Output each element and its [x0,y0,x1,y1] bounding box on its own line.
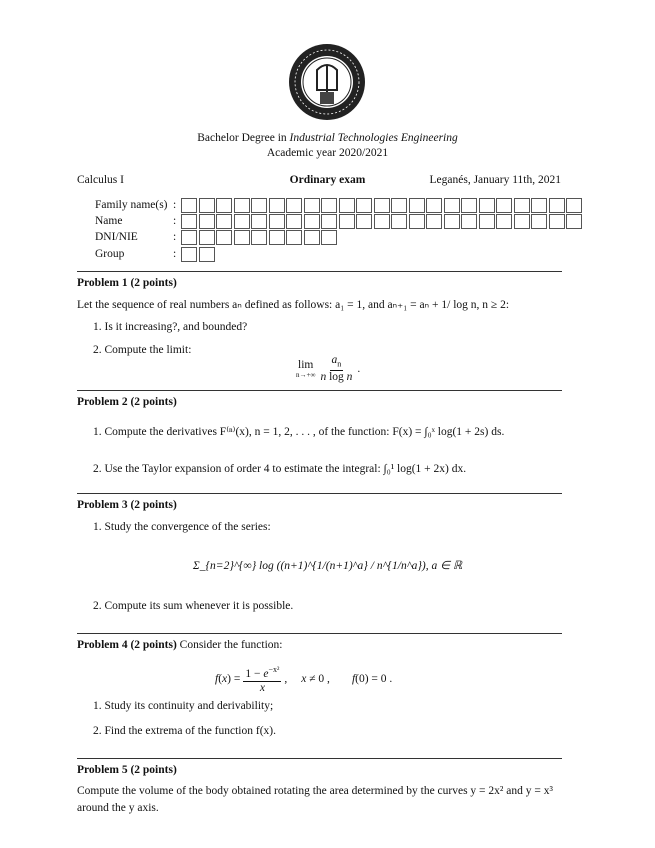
exam-title: Ordinary exam [289,174,366,186]
character-box[interactable] [234,230,250,245]
field-label: DNI/NIE [95,231,138,243]
character-box[interactable] [216,230,232,245]
character-box[interactable] [321,230,337,245]
degree-prefix: Bachelor Degree in [197,132,290,144]
character-box[interactable] [444,214,460,229]
character-box[interactable] [426,214,442,229]
character-box[interactable] [426,198,442,213]
university-seal-logo [287,42,367,122]
character-box[interactable] [199,247,215,262]
problem-1-title: Problem 1 (2 points) [77,277,177,289]
character-box[interactable] [234,214,250,229]
character-box[interactable] [269,198,285,213]
character-box[interactable] [374,214,390,229]
character-box[interactable] [199,198,215,213]
divider [77,758,562,759]
character-box[interactable] [269,230,285,245]
field-name [95,213,584,229]
character-box[interactable] [566,214,582,229]
problem-1-item-1: 1. Is it increasing?, and bounded? [93,321,248,333]
character-box[interactable] [356,214,372,229]
colon: : [173,215,177,227]
problem-5-text: Compute the volume of the body obtained rotating the area determined by the curves y = 2x² and y = x³ around the y axis. [77,785,553,814]
character-box[interactable] [339,198,355,213]
problem-3-formula: Σ_{n=2}^{∞} log ((n+1)^{1/(n+1)^a} / n^{1/n^a}), a ∈ ℝ [192,560,463,572]
character-box[interactable] [304,230,320,245]
colon: : [173,248,177,260]
character-box[interactable] [531,198,547,213]
character-box[interactable] [286,198,302,213]
character-box[interactable] [251,230,267,245]
character-box[interactable] [216,214,232,229]
problem-4-heading [77,639,283,651]
field-label: Family name(s) [95,199,168,211]
character-box[interactable] [531,214,547,229]
character-box[interactable] [566,198,582,213]
problem-1-intro: Let the sequence of real numbers aₙ defined as follows: a₁ = 1, and aₙ₊₁ = aₙ + 1/ log n, n ≥ 2: [77,299,510,311]
character-box[interactable] [286,214,302,229]
field-dni-nie [95,229,339,245]
place-date: Leganés, January 11th, 2021 [429,174,561,186]
character-box[interactable] [496,214,512,229]
problem-5-title: Problem 5 (2 points) [77,764,177,776]
problem-1-item-2: 2. Compute the limit: [93,344,192,356]
character-box[interactable] [549,214,565,229]
character-box[interactable] [461,198,477,213]
character-box[interactable] [391,214,407,229]
character-box[interactable] [409,214,425,229]
problem-4-title: Problem 4 (2 points) [77,639,177,651]
character-box[interactable] [199,214,215,229]
colon: : [173,231,177,243]
character-box[interactable] [234,198,250,213]
character-box[interactable] [181,230,197,245]
degree-name: Industrial Technologies Engineering [289,132,458,144]
character-box[interactable] [339,214,355,229]
character-box[interactable] [356,198,372,213]
character-box[interactable] [181,247,197,262]
character-box[interactable] [199,230,215,245]
divider [77,493,562,494]
problem-3-item-1: 1. Study the convergence of the series: [93,521,271,533]
character-box[interactable] [286,230,302,245]
character-box[interactable] [461,214,477,229]
character-box[interactable] [321,198,337,213]
character-box[interactable] [269,214,285,229]
field-group [95,246,216,262]
character-boxes [181,230,339,245]
character-box[interactable] [496,198,512,213]
field-label: Name [95,215,123,227]
problem-3-item-2: 2. Compute its sum whenever it is possible. [93,600,294,612]
character-boxes [181,214,584,229]
character-box[interactable] [181,198,197,213]
problem-4-intro: Consider the function: [179,639,283,651]
character-box[interactable] [444,198,460,213]
character-box[interactable] [514,198,530,213]
problem-3-title: Problem 3 (2 points) [77,499,177,511]
problem-2-item-2: 2. Use the Taylor expansion of order 4 to estimate the integral: ∫₀¹ log(1 + 2x) dx. [93,463,467,475]
character-box[interactable] [479,198,495,213]
problem-4-item-1: 1. Study its continuity and derivability; [93,700,274,712]
divider [77,633,562,634]
character-box[interactable] [391,198,407,213]
degree-line [0,132,655,144]
character-box[interactable] [216,198,232,213]
field-label: Group [95,248,125,260]
problem-2-item-1: 1. Compute the derivatives F⁽ⁿ⁾(x), n = 1, 2, . . . , of the function: F(x) = ∫₀ˣ log(1 + 2s) ds. [93,426,505,438]
character-box[interactable] [304,214,320,229]
problem-4-item-2: 2. Find the extrema of the function f(x). [93,725,276,737]
academic-year: Academic year 2020/2021 [266,147,389,159]
character-box[interactable] [321,214,337,229]
character-box[interactable] [409,198,425,213]
problem-2-title: Problem 2 (2 points) [77,396,177,408]
problem-1-formula: lim n→+∞ $\frac{a_n}{\text{n log n}}$ . [296,354,361,384]
divider [77,271,562,272]
colon: : [173,199,177,211]
course-name: Calculus I [77,174,124,186]
character-box[interactable] [549,198,565,213]
character-box[interactable] [251,198,267,213]
character-box[interactable] [181,214,197,229]
character-box[interactable] [374,198,390,213]
field-family-name-s- [95,197,584,213]
character-box[interactable] [251,214,267,229]
problem-4-formula: f ( x ) = $\frac{1 - e^{-x^2}}{x}$ , x ≠ 0 , f(0) = 0 . [215,665,393,694]
character-boxes [181,198,584,213]
character-box[interactable] [304,198,320,213]
divider [77,390,562,391]
character-box[interactable] [479,214,495,229]
character-boxes [181,247,216,262]
character-box[interactable] [514,214,530,229]
